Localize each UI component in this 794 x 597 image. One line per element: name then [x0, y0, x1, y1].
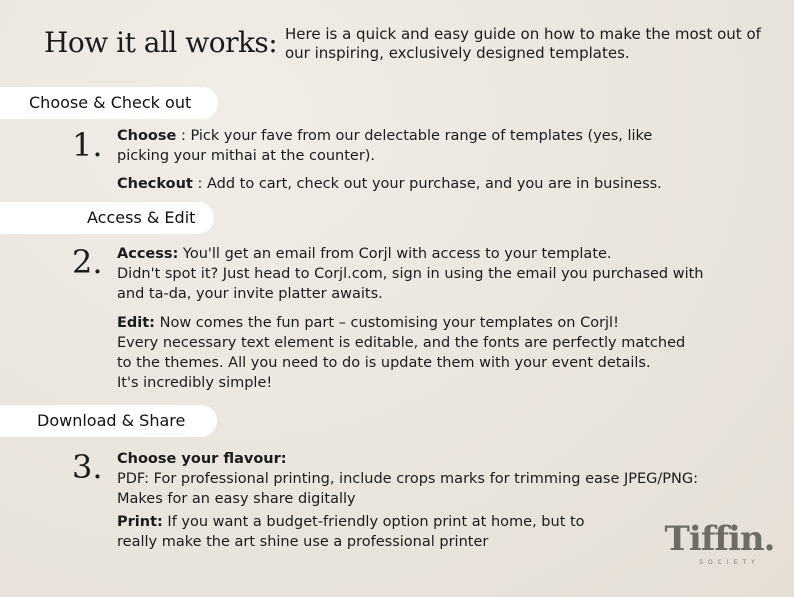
logo-wordmark: Tiffin.: [664, 519, 775, 559]
text-line: [117, 449, 787, 469]
step-2-number: 2.: [72, 243, 103, 281]
checkout-label: Checkout: [117, 176, 193, 192]
step-1-checkout-paragraph: [117, 174, 787, 194]
text-line: [117, 313, 787, 333]
text-line: Makes for an easy share digitally: [117, 491, 356, 507]
text-line: PDF: For professional printing, include crops marks for trimming ease JPEG/PNG:: [117, 471, 698, 487]
step-1-number: 1.: [72, 126, 103, 164]
page-title: How it all works:: [44, 26, 278, 59]
text-line: picking your mithai at the counter).: [117, 148, 376, 164]
text-segment: You'll get an email from Corjl with access to your template.: [178, 246, 612, 262]
text-line: [117, 174, 787, 194]
text-line: It's incredibly simple!: [117, 375, 273, 391]
text-line: and ta-da, your invite platter awaits.: [117, 286, 383, 302]
logo-subtitle: SOCIETY: [699, 559, 760, 566]
text-segment: Now comes the fun part – customising your templates on Corjl!: [155, 315, 619, 331]
text-line: [117, 244, 787, 264]
text-segment: : Pick your fave from our delectable range of templates (yes, like: [176, 128, 653, 144]
text-line: [117, 126, 787, 146]
step-1-pill: Choose & Check out: [0, 87, 218, 119]
text-segment: If you want a budget-friendly option print at home, but to: [162, 514, 585, 530]
tiffin-society-logo: [662, 520, 777, 566]
step-2-edit-paragraph: [117, 313, 787, 393]
text-line: really make the art shine use a professional printer: [117, 534, 489, 550]
step-2-access-paragraph: [117, 244, 787, 304]
intro-text: Here is a quick and easy guide on how to make the most out of our inspiring, exclusively designed templates.: [285, 25, 761, 62]
step-1-choose-paragraph: [117, 126, 787, 166]
text-segment: : Add to cart, check out your purchase, and you are in business.: [192, 176, 662, 192]
step-3-flavour-paragraph: [117, 449, 787, 509]
print-label: Print:: [117, 514, 163, 530]
access-label: Access:: [117, 246, 179, 262]
edit-label: Edit:: [117, 315, 155, 331]
flavour-label: Choose your flavour:: [117, 451, 287, 467]
choose-label: Choose: [117, 128, 177, 144]
step-3-pill: Download & Share: [0, 405, 217, 437]
step-3-number: 3.: [72, 448, 103, 486]
step-2-pill: Access & Edit: [0, 202, 214, 234]
text-line: to the themes. All you need to do is update them with your event details.: [117, 355, 651, 371]
text-line: Didn't spot it? Just head to Corjl.com, sign in using the email you purchased with: [117, 266, 704, 282]
text-line: Every necessary text element is editable, and the fonts are perfectly matched: [117, 335, 686, 351]
